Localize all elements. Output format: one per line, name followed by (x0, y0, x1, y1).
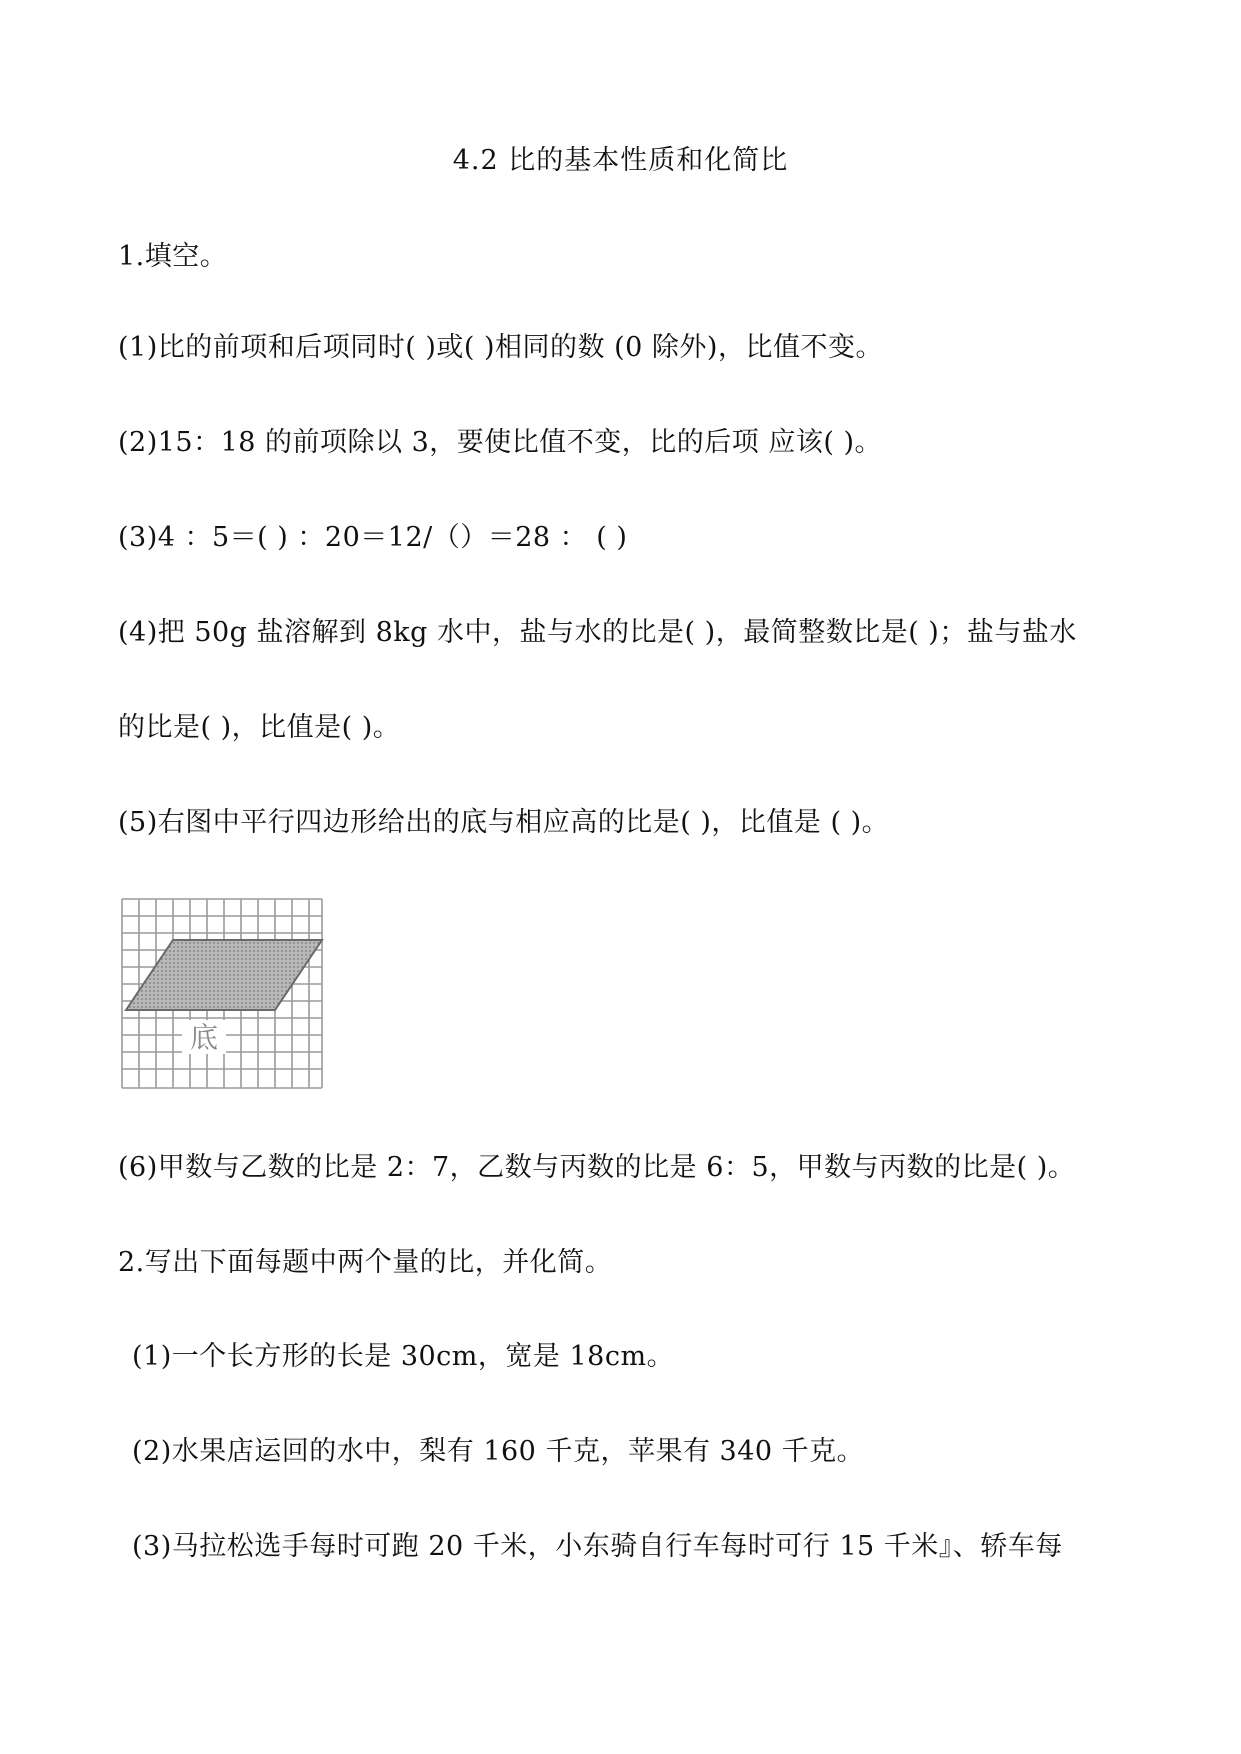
parallelogram-grid-figure (120, 897, 324, 1090)
question-2-2: (2)水果店运回的水中，梨有 160 千克，苹果有 340 千克。 (132, 1436, 865, 1467)
question-2-1: (1)一个长方形的长是 30cm，宽是 18cm。 (132, 1341, 675, 1372)
question-1-1: (1)比的前项和后项同时( )或( )相同的数 (0 除外)，比值不变。 (118, 332, 883, 363)
question-1-2: (2)15：18 的前项除以 3，要使比值不变，比的后项 应该( )。 (118, 427, 883, 458)
question-1-6: (6)甲数与乙数的比是 2：7，乙数与丙数的比是 6：5，甲数与丙数的比是( )。 (118, 1152, 1076, 1183)
base-label: 底 (189, 1021, 219, 1054)
question-1-4-line-1: (4)把 50g 盐溶解到 8kg 水中，盐与水的比是( )，最简整数比是( )；盐与盐水 (118, 617, 1077, 648)
section-1-heading: 1.填空。 (118, 241, 228, 272)
question-1-3: (3)4 ：5＝( ) ：20＝12/（）＝28 ： ( ) (118, 522, 628, 553)
section-2-heading: 2.写出下面每题中两个量的比，并化简。 (118, 1247, 613, 1278)
question-1-5: (5)右图中平行四边形给出的底与相应高的比是( )，比值是 ( )。 (118, 807, 890, 838)
question-1-4-line-2: 的比是( )，比值是( )。 (118, 712, 401, 743)
page-title: 4.2 比的基本性质和化简比 (452, 145, 789, 176)
question-2-3: (3)马拉松选手每时可跑 20 千米，小东骑自行车每时可行 15 千米』、轿车每 (132, 1531, 1063, 1562)
